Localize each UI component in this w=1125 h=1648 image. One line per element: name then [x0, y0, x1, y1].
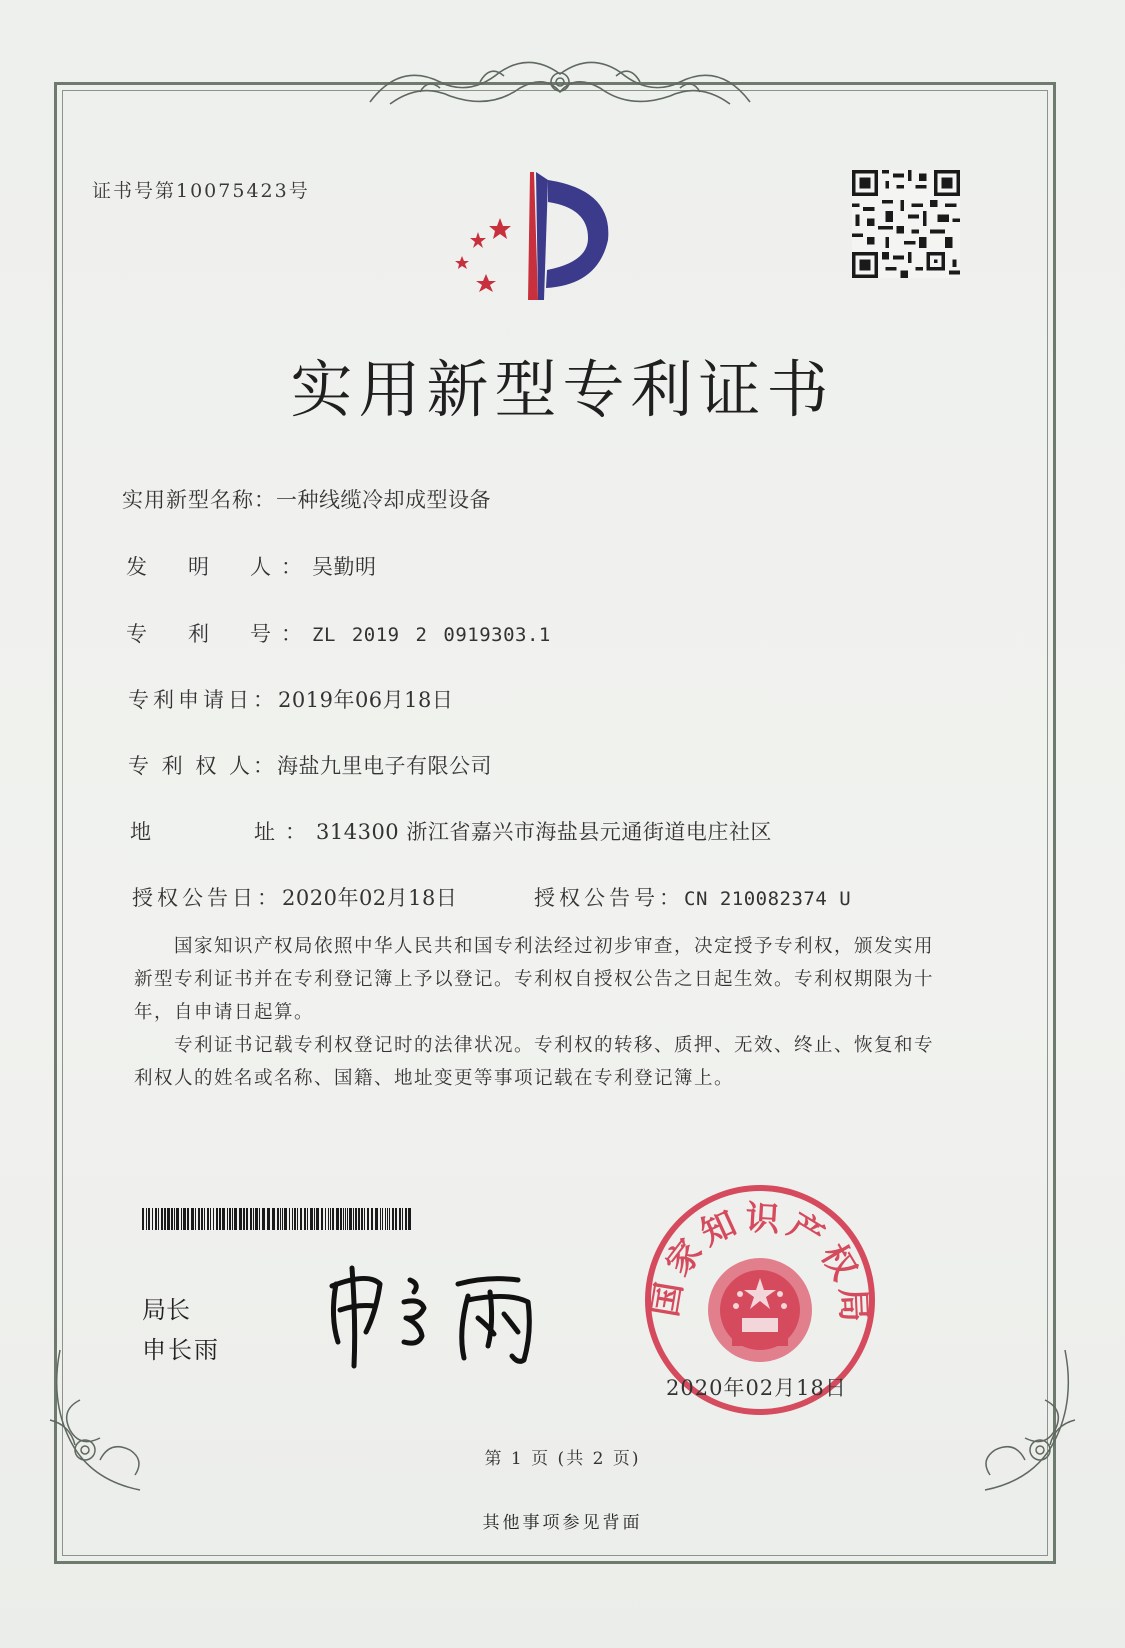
qr-code-icon	[852, 170, 960, 278]
field-value: 一种线缆冷却成型设备	[276, 488, 491, 512]
field-grant-date	[132, 882, 457, 912]
field-value: CN 210082374 U	[684, 888, 852, 910]
legal-paragraph: 专利证书记载专利权登记时的法律状况。专利权的转移、质押、无效、终止、恢复和专利权人的姓名或名称、国籍、地址变更等事项记载在专利登记簿上。	[134, 1035, 935, 1089]
field-patent-number	[126, 618, 551, 648]
barcode-icon	[142, 1208, 412, 1230]
field-label: 专 利 号：	[126, 622, 312, 646]
field-label: 地 址：	[130, 820, 316, 844]
legal-paragraph: 国家知识产权局依照中华人民共和国专利法经过初步审查，决定授予专利权，颁发实用新型专利证书并在专利登记簿上予以登记。专利权自授权公告之日起生效。专利权期限为十年，自申请日起算。	[134, 936, 935, 1023]
field-label: 授权公告日：	[132, 886, 282, 910]
seal-date: 2020年02月18日	[666, 1376, 847, 1400]
page-indicator: 第 1 页 (共 2 页)	[484, 1449, 641, 1469]
field-inventor	[126, 551, 377, 581]
top-ornament	[360, 52, 760, 114]
field-value: 海盐九里电子有限公司	[277, 754, 493, 778]
field-label: 授权公告号：	[534, 886, 684, 910]
field-value: 314300 浙江省嘉兴市海盐县元通街道电庄社区	[316, 820, 772, 844]
certificate-number: 证书号第10075423号	[92, 180, 310, 202]
field-filing-date	[128, 684, 453, 714]
seal-text: 国家知识产权局	[645, 1198, 874, 1329]
director-signature	[318, 1262, 558, 1372]
field-value: 2019年06月18日	[278, 688, 454, 712]
field-label: 实用新型名称：	[122, 488, 276, 512]
field-value: 吴勤明	[312, 555, 377, 579]
field-utility-model-name	[122, 484, 491, 514]
field-value: ZL 2019 2 0919303.1	[312, 624, 551, 646]
field-label: 发 明 人：	[126, 555, 312, 579]
field-patentee	[128, 750, 492, 780]
footer-note: 其他事项参见背面	[482, 1513, 643, 1533]
bottom-right-ornament	[955, 1340, 1085, 1500]
legal-statement	[134, 930, 944, 1095]
field-grant-number	[534, 882, 851, 912]
director-name: 申长雨	[142, 1336, 220, 1364]
certificate-title: 实用新型专利证书	[290, 353, 835, 426]
field-label: 专 利 权 人：	[128, 754, 278, 778]
cnipa-logo-icon	[448, 170, 618, 305]
field-address	[130, 816, 772, 846]
director-title: 局长	[142, 1296, 190, 1324]
field-value: 2020年02月18日	[282, 886, 458, 910]
field-label: 专利申请日：	[128, 688, 278, 712]
